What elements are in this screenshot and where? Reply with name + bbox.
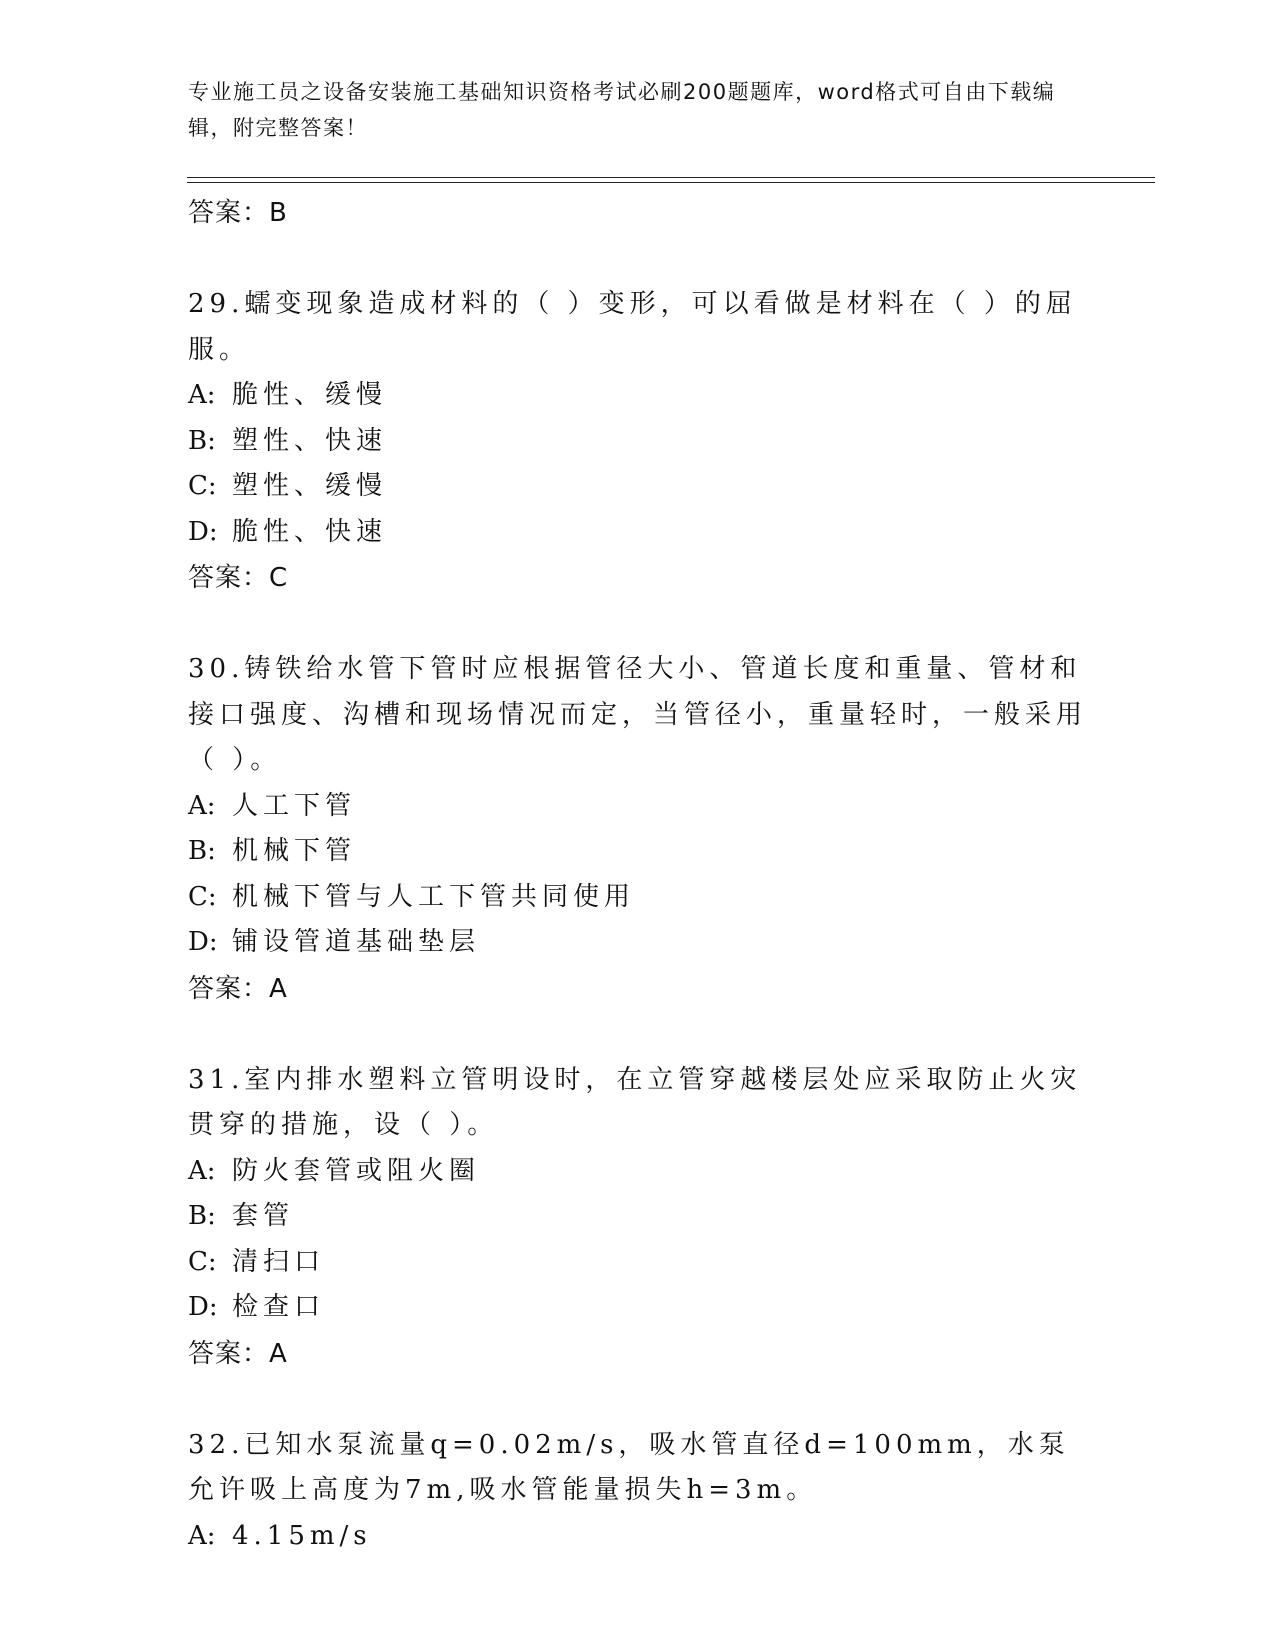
question-29 xyxy=(188,282,1088,647)
spacer xyxy=(188,601,1088,647)
option-a xyxy=(188,1149,1088,1195)
option-letter: A: xyxy=(188,380,216,410)
option-c xyxy=(188,1240,1088,1286)
answer-31: 答案：A xyxy=(188,1338,288,1369)
option-letter: A: xyxy=(188,790,216,821)
option-text: 铺设管道基础垫层 xyxy=(232,927,481,957)
option-text: 4.15m/s xyxy=(232,1520,372,1551)
question-text: 31.室内排水塑料立管明设时，在立管穿越楼层处应采取防止火灾贯穿的措施，设（ ）。 xyxy=(188,1064,1082,1140)
option-letter: A: xyxy=(188,1155,216,1186)
spacer xyxy=(188,1012,1088,1058)
option-text: 套管 xyxy=(232,1201,295,1231)
option-a xyxy=(188,373,1088,419)
option-letter: D: xyxy=(188,516,218,547)
option-text: 人工下管 xyxy=(232,790,357,821)
question-30 xyxy=(188,647,1088,1058)
option-letter: D: xyxy=(188,1292,218,1322)
header-rule-lower xyxy=(187,182,1155,183)
option-text: 脆性、缓慢 xyxy=(232,380,388,410)
option-d xyxy=(188,1285,1088,1331)
option-text: 机械下管 xyxy=(232,836,357,866)
answer-29: 答案：C xyxy=(188,563,289,593)
header-rule-upper xyxy=(187,177,1155,178)
question-31 xyxy=(188,1058,1088,1423)
option-text: 清扫口 xyxy=(232,1246,326,1277)
spacer xyxy=(188,236,1088,282)
option-a xyxy=(188,1514,1088,1560)
option-letter: C: xyxy=(188,881,217,912)
option-letter: B: xyxy=(188,1201,216,1231)
option-c xyxy=(188,875,1088,921)
option-letter: C: xyxy=(188,1246,217,1277)
option-letter: D: xyxy=(188,927,218,957)
document-header: 专业施工员之设备安装施工基础知识资格考试必刷200题题库，word格式可自由下载编辑，附完整答案！ xyxy=(188,80,1056,140)
option-b xyxy=(188,419,1088,465)
option-b xyxy=(188,829,1088,875)
option-text: 机械下管与人工下管共同使用 xyxy=(232,881,636,912)
option-letter: B: xyxy=(188,425,216,456)
spacer xyxy=(188,1377,1088,1423)
option-text: 脆性、快速 xyxy=(232,516,388,547)
option-c xyxy=(188,464,1088,510)
answer-30: 答案：A xyxy=(188,973,288,1004)
option-a xyxy=(188,784,1088,830)
option-text: 塑性、快速 xyxy=(232,425,388,456)
document-body xyxy=(188,190,1088,1559)
option-letter: A: xyxy=(188,1520,216,1551)
answer-previous: 答案：B xyxy=(188,198,288,228)
question-text: 32.已知水泵流量q=0.02m/s，吸水管直径d=100mm，水泵允许吸上高度为7m,吸水管能量损失h=3m。 xyxy=(188,1429,1070,1505)
option-b xyxy=(188,1194,1088,1240)
option-letter: C: xyxy=(188,471,217,501)
question-text: 30.铸铁给水管下管时应根据管径大小、管道长度和重量、管材和接口强度、沟槽和现场情况而定，当管径小，重量轻时，一般采用（ ）。 xyxy=(188,654,1088,775)
question-32 xyxy=(188,1423,1088,1560)
option-text: 防火套管或阻火圈 xyxy=(232,1155,481,1186)
question-text: 29.蠕变现象造成材料的（ ）变形，可以看做是材料在（ ）的屈服。 xyxy=(188,289,1077,365)
option-d xyxy=(188,510,1088,556)
option-text: 塑性、缓慢 xyxy=(232,471,388,501)
option-text: 检查口 xyxy=(232,1292,326,1322)
option-d xyxy=(188,920,1088,966)
option-letter: B: xyxy=(188,836,216,866)
